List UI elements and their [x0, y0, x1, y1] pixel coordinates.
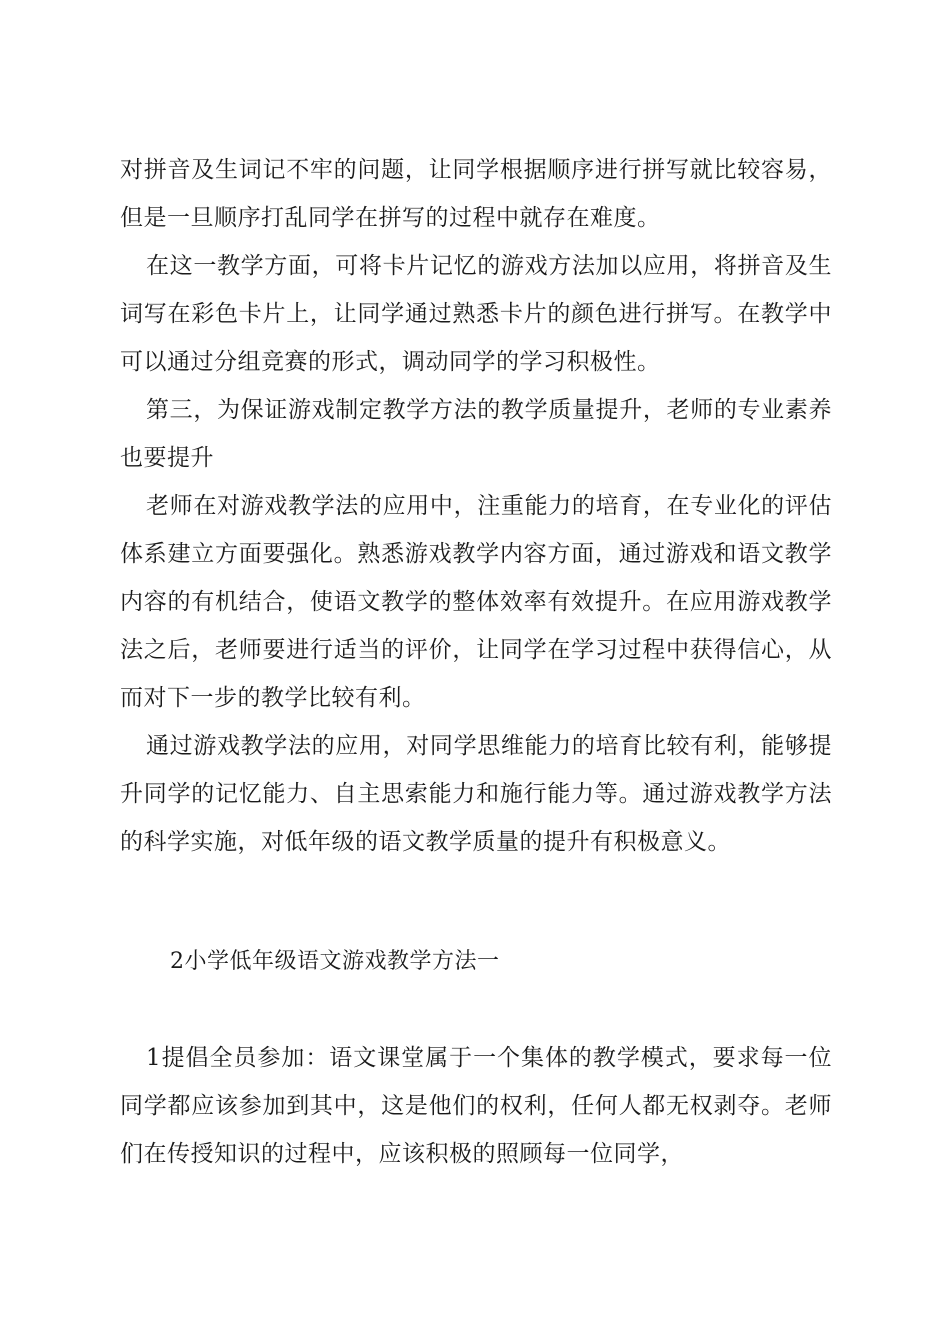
paragraph-game-benefits: 通过游戏教学法的应用，对同学思维能力的培育比较有利，能够提升同学的记忆能力、自主思索能力和施行能力等。通过游戏教学方法的科学实施，对低年级的语文教学质量的提升有积极意义。: [120, 733, 832, 855]
paragraph-pinyin-problem: 对拼音及生词记不牢的问题，让同学根据顺序进行拼写就比较容易，但是一旦顺序打乱同学在拼写的过程中就存在难度。: [120, 157, 832, 231]
paragraph-card-memory: 在这一教学方面，可将卡片记忆的游戏方法加以应用，将拼音及生词写在彩色卡片上，让同学通过熟悉卡片的颜色进行拼写。在教学中可以通过分组竞赛的形式，调动同学的学习积极性。: [120, 253, 832, 375]
paragraph-teacher-evaluation: 老师在对游戏教学法的应用中，注重能力的培育，在专业化的评估体系建立方面要强化。熟悉游戏教学内容方面，通过游戏和语文教学内容的有机结合，使语文教学的整体效率有效提升。在应用游戏教学法之后，老师要进行适当的评价，让同学在学习过程中获得信心，从而对下一步的教学比较有利。: [120, 493, 832, 711]
section-heading: 2小学低年级语文游戏教学方法一: [170, 949, 500, 974]
paragraph-full-participation: 1提倡全员参加：语文课堂属于一个集体的教学模式，要求每一位同学都应该参加到其中，这是他们的权利，任何人都无权剥夺。老师们在传授知识的过程中，应该积极的照顾每一位同学，: [120, 1045, 832, 1167]
paragraph-teacher-quality-heading: 第三，为保证游戏制定教学方法的教学质量提升，老师的专业素养也要提升: [120, 397, 832, 471]
